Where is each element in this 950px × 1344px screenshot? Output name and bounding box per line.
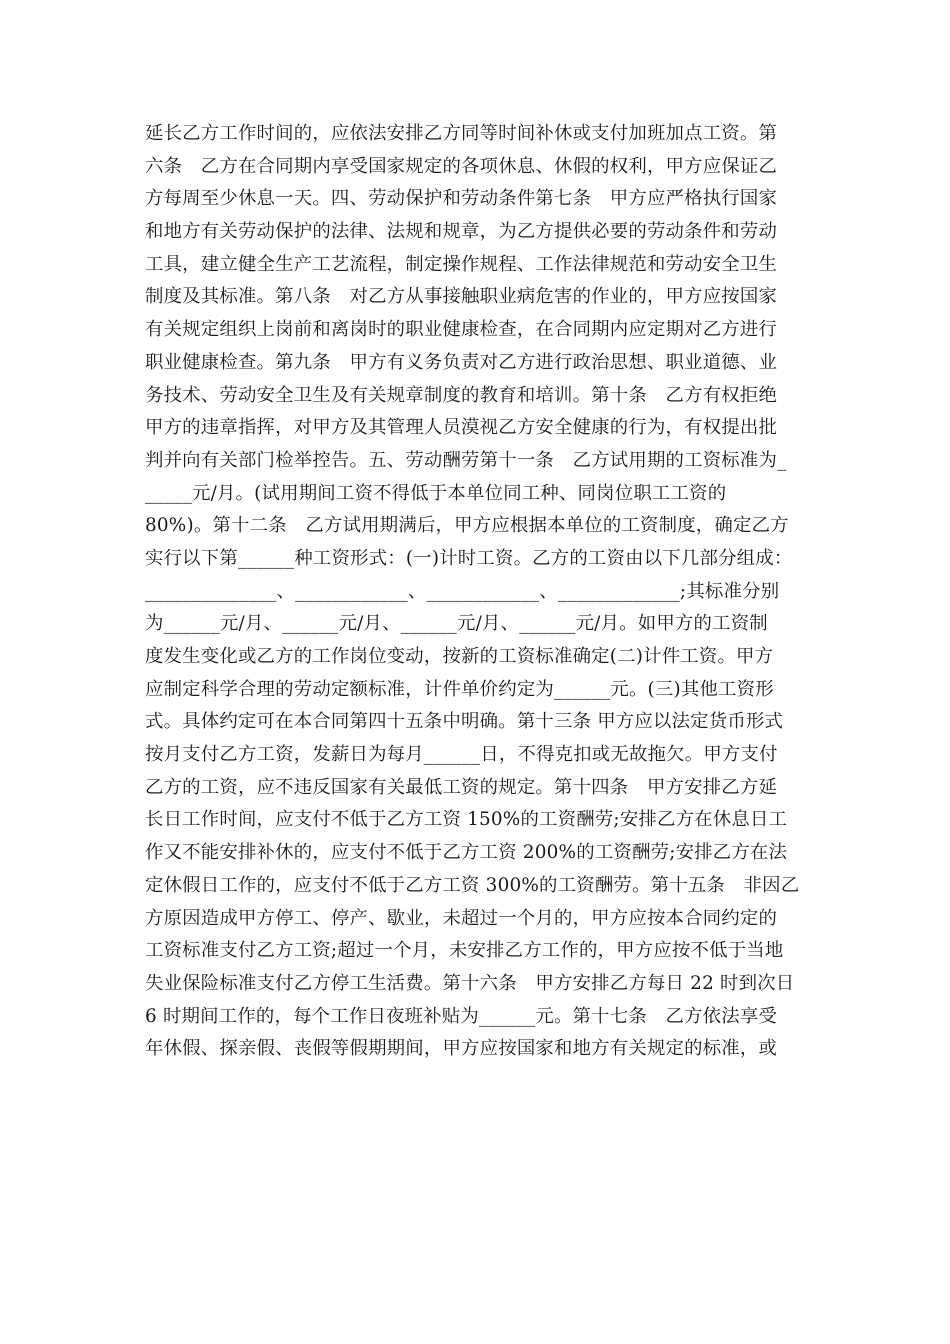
text-line: 6 时期间工作的，每个工作日夜班补贴为______元。第十七条 乙方依法享受: [145, 1005, 778, 1027]
text-line: 判并向有关部门检举控告。五、劳动酬劳第十一条 乙方试用期的工资标准为_: [145, 449, 787, 471]
text-line: 甲方的违章指挥，对甲方及其管理人员漠视乙方安全健康的行为，有权提出批: [145, 417, 778, 439]
text-line: 乙方的工资，应不违反国家有关最低工资的规定。第十四条 甲方安排乙方延: [145, 776, 778, 798]
text-line: 工资标准支付乙方工资;超过一个月，未安排乙方工作的，甲方应按不低于当地: [145, 940, 784, 962]
text-line: 职业健康检查。第九条 甲方有义务负责对乙方进行政治思想、职业道德、业: [145, 351, 778, 373]
document-body: [145, 118, 815, 1066]
text-line: 度发生变化或乙方的工作岗位变动，按新的工资标准确定(二)计件工资。甲方: [145, 646, 774, 667]
text-line: _____元/月。(试用期间工资不得低于本单位同工种、同岗位职工工资的: [145, 482, 727, 504]
text-line: 和地方有关劳动保护的法律、法规和规章，为乙方提供必要的劳动条件和劳动: [145, 221, 778, 243]
text-line: 六条 乙方在合同期内享受国家规定的各项休息、休假的权利，甲方应保证乙: [145, 155, 778, 177]
text-line: 失业保险标准支付乙方停工生活费。第十六条 甲方安排乙方每日 22 时到次日: [145, 972, 795, 994]
text-line: 为______元/月、______元/月、______元/月、______元/月。如甲方的工资制: [145, 613, 768, 635]
text-line: 方原因造成甲方停工、停产、歇业，未超过一个月的，甲方应按本合同约定的: [145, 907, 778, 929]
text-line: 应制定科学合理的劳动定额标准，计件单价约定为______元。(三)其他工资形: [145, 678, 774, 700]
text-line: 定休假日工作的，应支付不低于乙方工资 300%的工资酬劳。第十五条 非因乙: [145, 874, 800, 896]
text-line: 长日工作时间，应支付不低于乙方工资 150%的工资酬劳;安排乙方在休息日工: [145, 809, 788, 831]
text-line: 有关规定组织上岗前和离岗时的职业健康检查，在合同期内应定期对乙方进行: [145, 319, 778, 341]
text-line: ______________、____________、____________、_____________;其标准分别: [145, 580, 780, 602]
text-line: 方每周至少休息一天。四、劳动保护和劳动条件第七条 甲方应严格执行国家: [145, 188, 778, 210]
text-line: 制度及其标准。第八条 对乙方从事接触职业病危害的作业的，甲方应按国家: [145, 286, 778, 308]
text-line: 按月支付乙方工资，发薪日为每月______日，不得克扣或无故拖欠。甲方支付: [145, 744, 778, 766]
text-line: 实行以下第______种工资形式：(一)计时工资。乙方的工资由以下几部分组成：: [145, 547, 793, 569]
text-line: 作又不能安排补休的，应支付不低于乙方工资 200%的工资酬劳;安排乙方在法: [145, 842, 788, 864]
text-line: 工具，建立健全生产工艺流程，制定操作规程、工作法律规范和劳动安全卫生: [145, 253, 778, 275]
text-line: 80%)。第十二条 乙方试用期满后，甲方应根据本单位的工资制度，确定乙方: [145, 515, 789, 537]
text-line: 年休假、探亲假、丧假等假期期间，甲方应按国家和地方有关规定的标准，或: [145, 1038, 778, 1060]
text-line: 延长乙方工作时间的，应依法安排乙方同等时间补休或支付加班加点工资。第: [145, 123, 778, 144]
text-line: 务技术、劳动安全卫生及有关规章制度的教育和培训。第十条 乙方有权拒绝: [145, 384, 778, 406]
text-line: 式。具体约定可在本合同第四十五条中明确。第十三条 甲方应以法定货币形式: [145, 711, 784, 733]
